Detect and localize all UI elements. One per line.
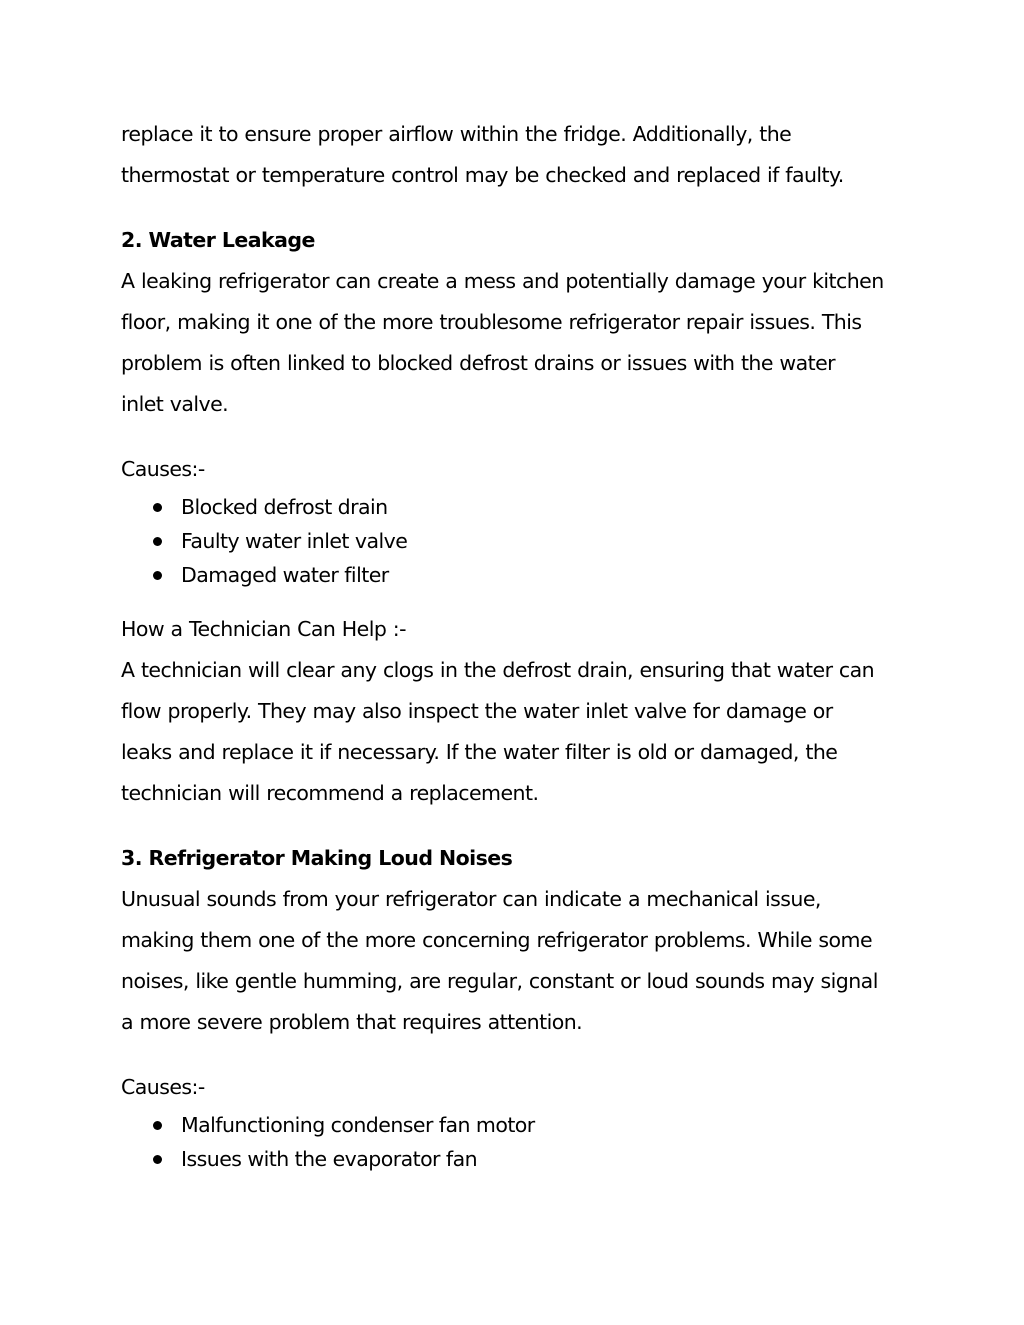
bullet-icon <box>153 537 162 546</box>
text-line: inlet valve. <box>121 392 229 416</box>
text-line: problem is often linked to blocked defrost drains or issues with the water <box>121 351 836 375</box>
causes-label: Causes:- <box>121 1075 205 1099</box>
document-page <box>121 114 911 1176</box>
bullet-icon <box>153 571 162 580</box>
help-paragraph <box>121 650 911 814</box>
text-line: thermostat or temperature control may be checked and replaced if faulty. <box>121 163 844 187</box>
text-line: a more severe problem that requires attention. <box>121 1010 583 1034</box>
list-item <box>121 558 911 592</box>
text-line: leaks and replace it if necessary. If the water filter is old or damaged, the <box>121 740 838 764</box>
section-heading-water-leakage: 2. Water Leakage <box>121 228 315 252</box>
water-leakage-paragraph <box>121 261 911 425</box>
causes-label: Causes:- <box>121 457 205 481</box>
list-item <box>121 1142 911 1176</box>
list-item-text: Faulty water inlet valve <box>181 529 408 553</box>
text-line: replace it to ensure proper airflow within the fridge. Additionally, the <box>121 122 792 146</box>
intro-paragraph <box>121 114 911 196</box>
list-item <box>121 524 911 558</box>
section-heading-loud-noises: 3. Refrigerator Making Loud Noises <box>121 846 513 870</box>
list-item-text: Issues with the evaporator fan <box>181 1147 478 1171</box>
text-line: A leaking refrigerator can create a mess and potentially damage your kitchen <box>121 269 884 293</box>
text-line: making them one of the more concerning refrigerator problems. While some <box>121 928 873 952</box>
causes-list <box>121 490 911 592</box>
help-label: How a Technician Can Help :- <box>121 617 407 641</box>
list-item <box>121 490 911 524</box>
text-line: noises, like gentle humming, are regular, constant or loud sounds may signal <box>121 969 878 993</box>
text-line: A technician will clear any clogs in the defrost drain, ensuring that water can <box>121 658 875 682</box>
text-line: floor, making it one of the more troublesome refrigerator repair issues. This <box>121 310 862 334</box>
list-item-text: Malfunctioning condenser fan motor <box>181 1113 535 1137</box>
list-item-text: Damaged water filter <box>181 563 389 587</box>
list-item <box>121 1108 911 1142</box>
causes-list <box>121 1108 911 1176</box>
loud-noises-paragraph <box>121 879 911 1043</box>
text-line: Unusual sounds from your refrigerator can indicate a mechanical issue, <box>121 887 821 911</box>
text-line: technician will recommend a replacement. <box>121 781 539 805</box>
text-line: flow properly. They may also inspect the water inlet valve for damage or <box>121 699 833 723</box>
list-item-text: Blocked defrost drain <box>181 495 388 519</box>
bullet-icon <box>153 1155 162 1164</box>
bullet-icon <box>153 503 162 512</box>
bullet-icon <box>153 1121 162 1130</box>
